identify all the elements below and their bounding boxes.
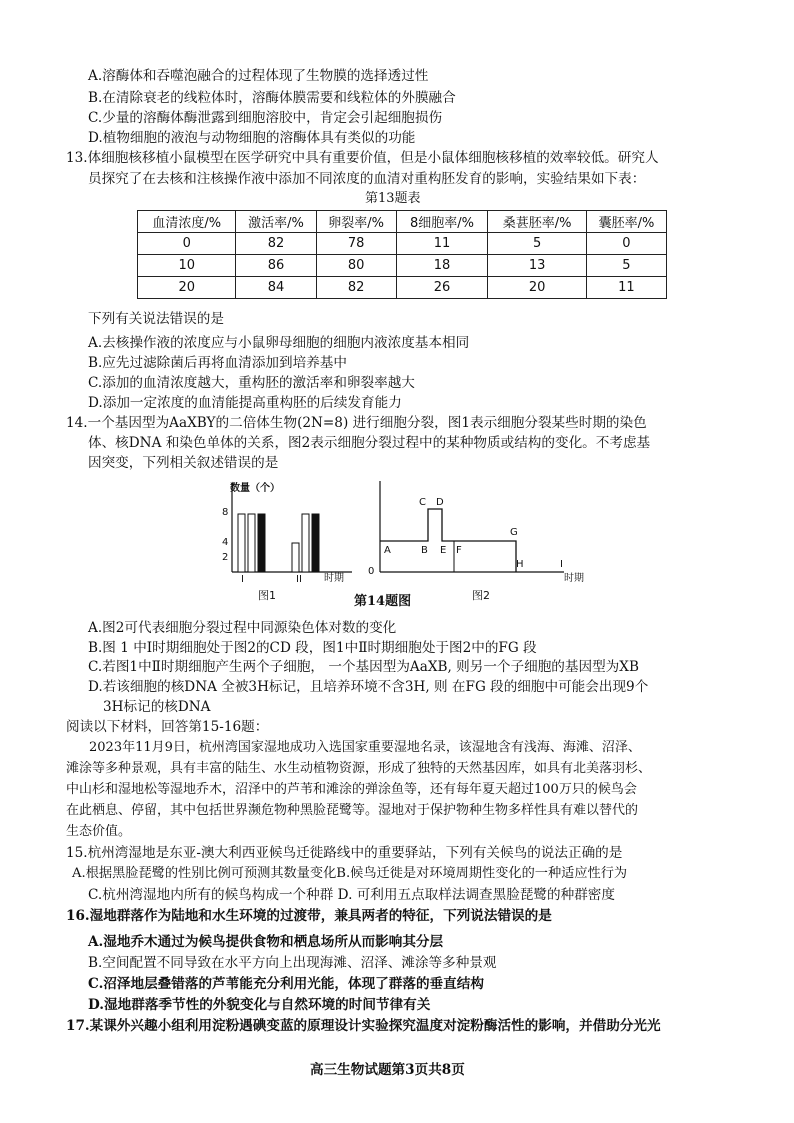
q15-options-cd: C.杭州湾湿地内所有的候鸟构成一个种群 D. 可利用五点取样法调查黑脸琵鹭的种群密度 [88, 887, 615, 903]
q14-stem-line3: 因突变，下列相关叙述错误的是 [88, 455, 279, 471]
q16-option-b: B.空间配置不同导致在水平方向上出现海滩、沼泽、滩涂等多种景观 [88, 955, 497, 971]
table-header-cell: 激活率/% [236, 211, 316, 233]
table-cell: 86 [236, 255, 316, 277]
fig2-origin: 0 [368, 566, 375, 577]
table-cell: 26 [396, 277, 488, 299]
table-cell: 20 [138, 277, 236, 299]
fig1-bar-white-period-I [238, 514, 245, 572]
table-cell: 5 [586, 255, 666, 277]
table-cell: 5 [488, 233, 586, 255]
material-line-3: 中山杉和湿地松等湿地乔木，沼泽中的芦苇和滩涂的弹涂鱼等，还有每年夏天超过100万只的候鸟会 [66, 782, 637, 797]
fig1-bar-black-period-II [312, 514, 319, 572]
table-cell: 13 [488, 255, 586, 277]
fig1-bar-white-2-period-I [248, 514, 255, 572]
table-header-cell: 卵裂率/% [316, 211, 396, 233]
fig1-caption: 图1 [258, 589, 276, 602]
fig1-ytick-2: 2 [222, 552, 229, 563]
fig1-bar-white-period-II [292, 543, 299, 572]
fig2-point-g: G [510, 527, 518, 538]
material-line-2: 滩涂等多种景观，具有丰富的陆生、水生动植物资源，形成了独特的天然基因库，如具有北美落羽杉、 [66, 761, 652, 776]
q15-stem: 15.杭州湾湿地是东亚-澳大利西亚候鸟迁徙路线中的重要驿站，下列有关候鸟的说法正确的是 [66, 845, 623, 861]
q17-stem: 17.某课外兴趣小组利用淀粉遇碘变蓝的原理设计实验探究温度对淀粉酶活性的影响，并借助分光光 [66, 1018, 661, 1034]
table-cell: 0 [586, 233, 666, 255]
fig1-period-2: II [296, 574, 302, 585]
q12-option-b: B.在清除衰老的线粒体时，溶酶体膜需要和线粒体的外膜融合 [88, 90, 456, 106]
table-cell: 20 [488, 277, 586, 299]
table-cell: 18 [396, 255, 488, 277]
table-header-cell: 囊胚率/% [586, 211, 666, 233]
page-footer: 高三生物试题第3页共8页 [310, 1062, 465, 1078]
q13-stem-line1: 13.体细胞核移植小鼠模型在医学研究中具有重要价值，但是小鼠体细胞核移植的效率较低。研究人 [66, 150, 659, 166]
fig2-point-b: B [421, 545, 428, 556]
fig1-ytick-4: 4 [222, 537, 229, 548]
q14-figure-title: 第14题图 [354, 594, 412, 609]
table-header-cell: 血清浓度/% [138, 211, 236, 233]
table-cell: 11 [586, 277, 666, 299]
q13-question: 下列有关说法错误的是 [88, 311, 224, 327]
table-cell: 80 [316, 255, 396, 277]
fig2-point-d: D [436, 497, 444, 508]
q13-option-c: C.添加的血清浓度越大，重构胚的激活率和卵裂率越大 [88, 375, 415, 391]
table-header-cell: 桑葚胚率/% [488, 211, 586, 233]
table-header-cell: 8细胞率/% [396, 211, 488, 233]
q16-stem: 16.湿地群落作为陆地和水生环境的过渡带，兼具两者的特征，下列说法错误的是 [66, 908, 552, 924]
q14-option-d: D.若该细胞的核DNA 全被3H标记，且培养环境不含3H, 则 在FG 段的细胞中可能会出现9个 [88, 679, 649, 695]
table-cell: 78 [316, 233, 396, 255]
fig1-period-1: I [241, 574, 244, 585]
q14-stem-line2: 体、核DNA 和染色单体的关系，图2表示细胞分裂过程中的某种物质或结构的变化。不考虑基 [88, 435, 651, 451]
table-row [138, 277, 667, 299]
table-cell: 82 [236, 233, 316, 255]
q13-option-d: D.添加一定浓度的血清能提高重构胚的后续发育能力 [88, 395, 402, 411]
table-header-row [138, 211, 667, 233]
q16-option-c: C.沼泽地层叠错落的芦苇能充分利用光能，体现了群落的垂直结构 [88, 976, 484, 992]
q13-option-a: A.去核操作液的浓度应与小鼠卵母细胞的细胞内液浓度基本相同 [88, 335, 470, 351]
fig1-ytick-8: 8 [222, 507, 229, 518]
q13-table [137, 210, 667, 299]
table-cell: 84 [236, 277, 316, 299]
material-line-4: 在此栖息、停留，其中包括世界濒危物种黑脸琵鹭等。湿地对于保护物种生物多样性具有难以替代的 [66, 803, 639, 818]
q13-table-caption: 第13题表 [365, 191, 421, 206]
table-cell: 0 [138, 233, 236, 255]
table-row [138, 255, 667, 277]
q12-option-a: A.溶酶体和吞噬泡融合的过程体现了生物膜的选择透过性 [88, 68, 429, 84]
q14-figure-1 [210, 475, 360, 605]
fig2-point-f: F [456, 545, 462, 556]
fig2-point-a: A [384, 545, 391, 556]
table-cell: 10 [138, 255, 236, 277]
q13-stem-line2: 员探究了在去核和注核操作液中添加不同浓度的血清对重构胚发育的影响，实验结果如下表： [88, 171, 646, 187]
fig1-xlabel: 时期 [324, 573, 344, 584]
q14-option-a: A.图2可代表细胞分裂过程中同源染色体对数的变化 [88, 620, 397, 636]
fig2-caption: 图2 [472, 589, 490, 602]
fig2-point-i: I [560, 559, 563, 570]
q14-stem-line1: 14.一个基因型为AaXBY的二倍体生物(2N=8) 进行细胞分裂，图1表示细胞分裂某些时期的染色 [66, 415, 647, 431]
fig1-bar-black-period-I [258, 514, 265, 572]
fig1-bar-white-2-period-II [302, 514, 309, 572]
fig2-point-h: H [516, 559, 524, 570]
q14-option-d-continued: 3H标记的核DNA [103, 699, 211, 715]
q12-option-d: D.植物细胞的液泡与动物细胞的溶酶体具有类似的功能 [88, 130, 416, 146]
table-cell: 11 [396, 233, 488, 255]
q14-option-c: C.若图1中Ⅱ时期细胞产生两个子细胞， 一个基因型为AaXB, 则另一个子细胞的基因型为XB [88, 659, 639, 675]
q16-option-a: A.湿地乔木通过为候鸟提供食物和栖息场所从而影响其分层 [88, 934, 444, 950]
fig2-step-line [380, 509, 516, 572]
q16-option-d: D.湿地群落季节性的外貌变化与自然环境的时间节律有关 [88, 997, 431, 1013]
fig1-ylabel: 数量（个） [230, 483, 280, 494]
material-intro: 阅读以下材料，回答第15-16题： [66, 719, 269, 735]
q14-option-b: B.图 1 中I时期细胞处于图2的CD 段，图1中Ⅱ时期细胞处于图2中的FG 段 [88, 640, 537, 656]
fig1-bars [238, 514, 319, 572]
q15-options-ab: A.根据黑脸琵鹭的性别比例可预测其数量变化B.候鸟迁徙是对环境周期性变化的一种适应性行为 [72, 866, 628, 881]
material-line-1: 2023年11月9日，杭州湾国家湿地成功入选国家重要湿地名录，该湿地含有浅海、海滩、沼泽、 [89, 740, 641, 755]
fig2-point-e: E [440, 545, 447, 556]
table-cell: 82 [316, 277, 396, 299]
material-line-5: 生态价值。 [66, 824, 132, 839]
fig2-xlabel: 时期 [564, 573, 584, 584]
q13-option-b: B.应先过滤除菌后再将血清添加到培养基中 [88, 355, 347, 371]
q12-option-c: C.少量的溶酶体酶泄露到细胞溶胶中，肯定会引起细胞损伤 [88, 110, 443, 126]
q14-figure-2 [366, 475, 596, 605]
table-row [138, 233, 667, 255]
fig2-point-c: C [419, 497, 426, 508]
